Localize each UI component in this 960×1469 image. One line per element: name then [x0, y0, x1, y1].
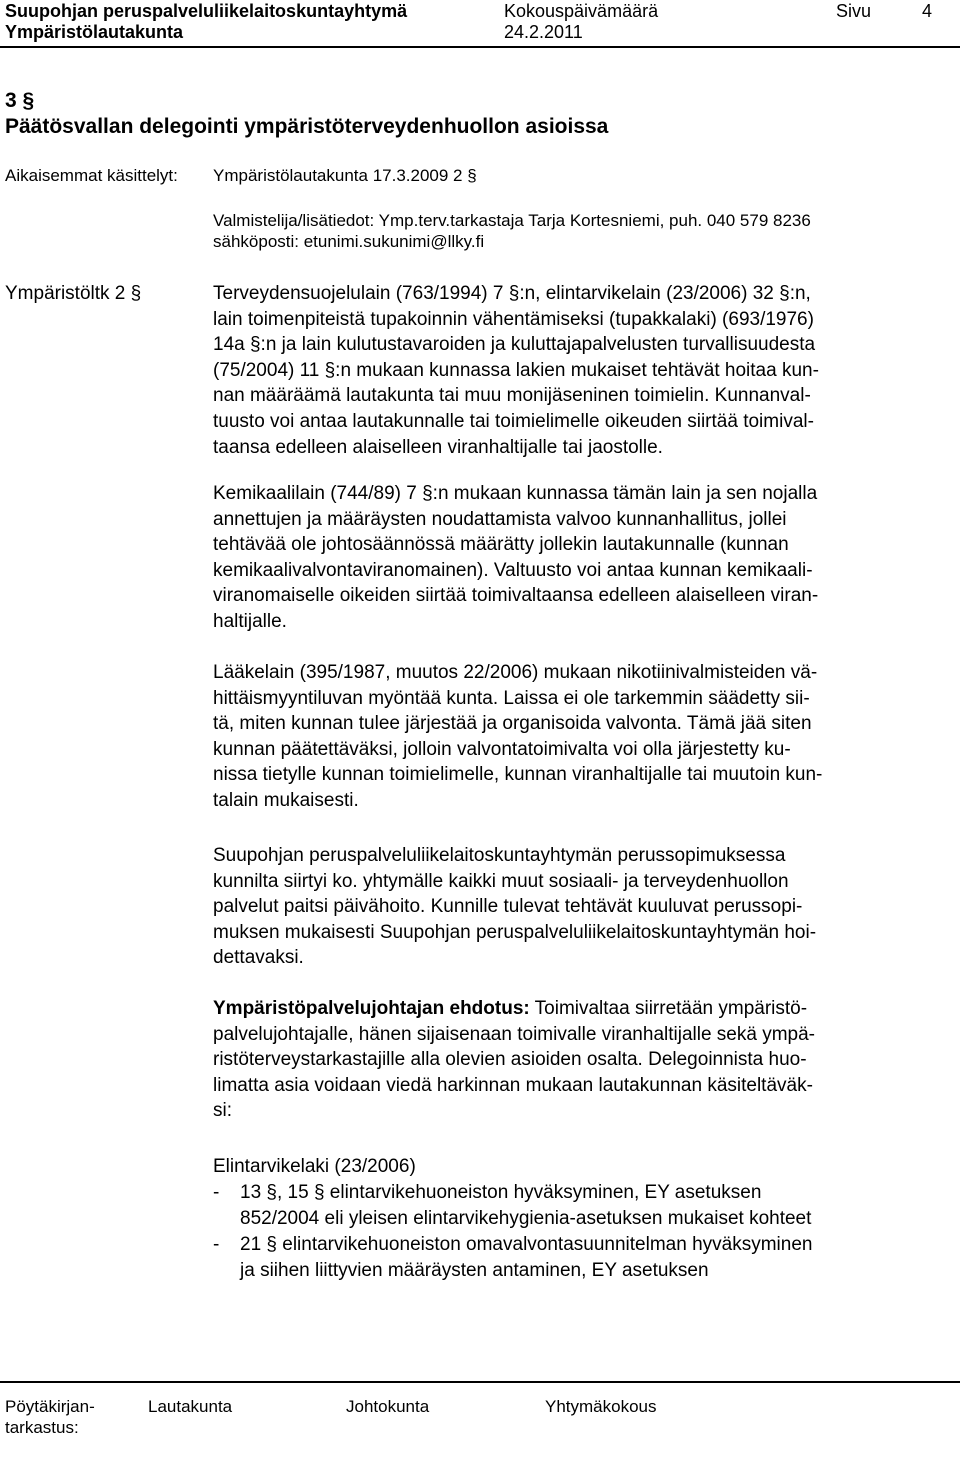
paragraph-line: kemikaalivalvontaviranomainen). Valtuusto voi antaa kunnan kemikaali-	[213, 559, 813, 581]
paragraph-line: 14a §:n ja lain kulutustavaroiden ja kuluttajapalvelusten turvallisuudesta	[213, 334, 816, 356]
proposal-label: Ympäristöpalvelujohtajan ehdotus:	[213, 998, 530, 1019]
proposal-first-line-text: Toimivaltaa siirretään ympäristö-	[529, 998, 808, 1019]
meeting-date-label: Kokouspäivämäärä	[504, 1, 659, 21]
list-item-line: 852/2004 eli yleisen elintarvikehygienia-asetuksen mukaiset kohteet	[240, 1208, 812, 1229]
page-label: Sivu	[836, 1, 872, 21]
minutes-checker-label-2: tarkastus:	[5, 1418, 79, 1437]
paragraph-federation	[213, 843, 933, 971]
list-item-line: 13 §, 15 § elintarvikehuoneiston hyväksyminen, EY asetuksen	[240, 1182, 762, 1203]
proposal-first-line	[213, 996, 933, 1022]
meeting-date: 24.2.2011	[504, 22, 583, 42]
paragraph-line: Terveydensuojelulain (763/1994) 7 §:n, elintarvikelain (23/2006) 32 §:n,	[213, 283, 811, 304]
paragraph-line: dettavaksi.	[213, 947, 304, 969]
paragraph-line: nan määräämä lautakunta tai muu monijäseninen toimielin. Kunnanval-	[213, 385, 811, 407]
footer-federation: Yhtymäkokous	[545, 1397, 657, 1416]
section-number: 3 §	[5, 89, 35, 112]
proposal-line: palvelujohtajalle, hänen sijaisenaan toimivalle viranhaltijalle sekä ympä-	[213, 1023, 816, 1045]
paragraph-line: viranomaiselle oikeiden siirtää toimivaltaansa edelleen alaiselleen viran-	[213, 585, 819, 607]
footer-management: Johtokunta	[346, 1397, 430, 1416]
paragraph-line: tehtävää ole johtosäännössä määrätty jollekin lautakunnalle (kunnan	[213, 534, 789, 556]
paragraph-line: Kemikaalilain (744/89) 7 §:n mukaan kunnassa tämän lain ja sen nojalla	[213, 483, 818, 504]
previous-handling-label: Aikaisemmat käsittelyt:	[5, 166, 178, 185]
section-title: Päätösvallan delegointi ympäristöterveydenhuollon asioissa	[5, 115, 609, 138]
committee-name: Ympäristölautakunta	[5, 22, 184, 42]
proposal	[213, 996, 933, 1124]
footer-rule	[0, 1381, 960, 1383]
list-item-line: 21 § elintarvikehuoneiston omavalvontasuunnitelman hyväksyminen	[240, 1234, 813, 1255]
paragraph-line: hittäismyyntiluvan myöntää kunta. Laissa ei ole tarkemmin säädetty sii-	[213, 687, 810, 709]
header-rule	[0, 46, 960, 48]
paragraph-line: palvelut paitsi päivähoito. Kunnille tulevat tehtävät kuuluvat perussopi-	[213, 896, 803, 918]
organization-name: Suupohjan peruspalveluliikelaitoskuntayhtymä	[5, 1, 408, 21]
paragraph-line: (75/2004) 11 §:n mukaan kunnassa lakien mukaiset tehtävät hoitaa kun-	[213, 359, 819, 381]
paragraph-line: tä, miten kunnan tulee järjestää ja organisoida valvonta. Tämä jää siten	[213, 713, 812, 735]
paragraph-line: tuusto voi antaa lautakunnalle tai toimielimelle oikeuden siirtää toimival-	[213, 410, 814, 432]
preparer-info: Valmistelija/lisätiedot: Ymp.terv.tarkastaja Tarja Kortesniemi, puh. 040 579 8236	[213, 211, 811, 230]
paragraph-medicines	[213, 660, 933, 814]
food-law-heading: Elintarvikelaki (23/2006)	[213, 1156, 416, 1177]
proposal-line: limatta asia voidaan viedä harkinnan mukaan lautakunnan käsiteltäväk-	[213, 1074, 813, 1096]
proposal-line: ristöterveystarkastajille alla olevien asioiden osalta. Delegoinnista huo-	[213, 1049, 807, 1071]
paragraph-line: talain mukaisesti.	[213, 789, 359, 811]
list-item-line: ja siihen liittyvien määräysten antaminen, EY asetuksen	[240, 1260, 709, 1281]
proposal-line: si:	[213, 1100, 232, 1122]
paragraph-line: kunnilta siirtyi ko. yhtymälle kaikki muut sosiaali- ja terveydenhuollon	[213, 870, 789, 892]
list-dash: -	[213, 1234, 220, 1255]
paragraph-line: lain toimenpiteistä tupakoinnin vähentämiseksi (tupakkalaki) (693/1976)	[213, 308, 814, 330]
paragraph-health-protection	[213, 281, 933, 460]
paragraph-chemicals	[213, 481, 933, 635]
paragraph-line: haltijalle.	[213, 610, 287, 632]
paragraph-line: annettujen ja määräysten noudattamista valvoo kunnanhallitus, jollei	[213, 508, 787, 530]
footer-board: Lautakunta	[148, 1397, 233, 1416]
paragraph-line: kunnan päätettäväksi, jolloin valvontatoimivalta voi olla järjestetty ku-	[213, 738, 791, 760]
item-reference: Ympäristöltk 2 §	[5, 283, 142, 304]
paragraph-line: Lääkelain (395/1987, muutos 22/2006) mukaan nikotiinivalmisteiden vä-	[213, 662, 818, 683]
paragraph-line: nissa tietylle kunnan toimielimelle, kunnan viranhaltijalle tai muutoin kun-	[213, 764, 823, 786]
paragraph-line: Suupohjan peruspalveluliikelaitoskuntayhtymän perussopimuksessa	[213, 845, 786, 866]
paragraph-line: muksen mukaisesti Suupohjan peruspalveluliikelaitoskuntayhtymän hoi-	[213, 921, 817, 943]
page-number: 4	[922, 1, 933, 21]
previous-handling-value: Ympäristölautakunta 17.3.2009 2 §	[213, 166, 477, 185]
paragraph-line: taansa edelleen alaiselleen viranhaltijalle tai jaostolle.	[213, 436, 663, 458]
minutes-checker-label-1: Pöytäkirjan-	[5, 1397, 95, 1416]
list-dash: -	[213, 1182, 220, 1203]
preparer-email: sähköposti: etunimi.sukunimi@llky.fi	[213, 232, 485, 251]
